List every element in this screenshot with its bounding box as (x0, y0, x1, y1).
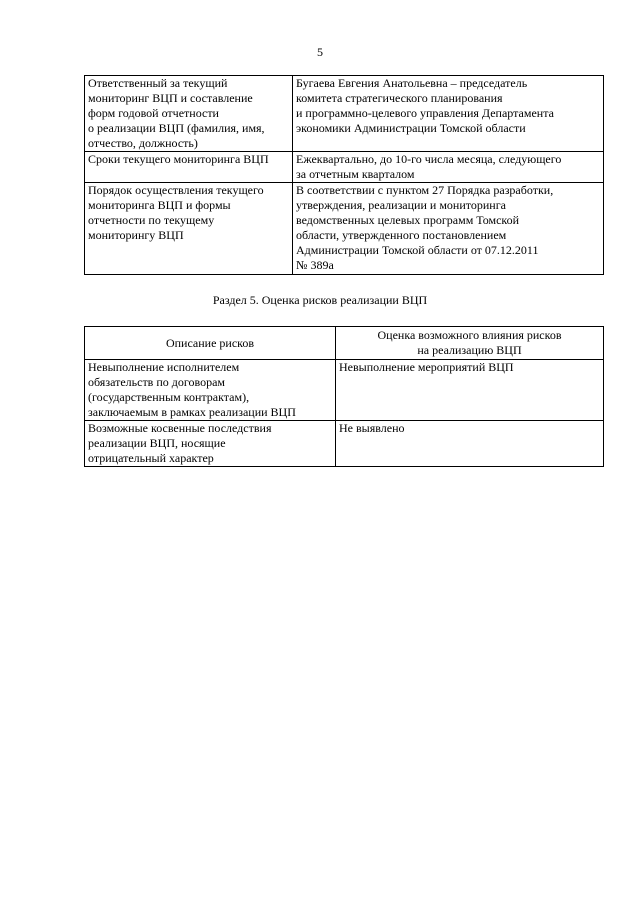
risk-impact-cell: Невыполнение мероприятий ВЦП (336, 360, 604, 421)
table-row (85, 360, 604, 421)
table-row (85, 183, 604, 275)
row-label-monitoring-terms: Сроки текущего мониторинга ВЦП (85, 152, 293, 183)
section-title: Раздел 5. Оценка рисков реализации ВЦП (212, 293, 428, 307)
monitoring-info-table (84, 75, 604, 275)
table-row (85, 421, 604, 467)
table-row (85, 152, 604, 183)
header-risk-impact: Оценка возможного влияния рисков на реализацию ВЦП (336, 327, 604, 360)
row-label-monitoring-procedure: Порядок осуществления текущего мониторинга ВЦП и формы отчетности по текущему мониторингу ВЦП (85, 183, 293, 275)
risk-description-cell: Невыполнение исполнителем обязательств по договорам (государственным контрактам), заключаемым в рамках реализации ВЦП (85, 360, 336, 421)
risk-description-cell: Возможные косвенные последствия реализации ВЦП, носящие отрицательный характер (85, 421, 336, 467)
row-value-monitoring-procedure: В соответствии с пунктом 27 Порядка разработки, утверждения, реализации и мониторинга ведомственных целевых программ Томской области, утвержденного постановлением Администрации Томской области от 07.12.2011 № 389а (293, 183, 604, 275)
header-risk-description: Описание рисков (85, 327, 336, 360)
risk-impact-cell: Не выявлено (336, 421, 604, 467)
page-number: 5 (317, 45, 323, 59)
row-label-responsible: Ответственный за текущий мониторинг ВЦП и составление форм годовой отчетности о реализации ВЦП (фамилия, имя, отчество, должность) (85, 76, 293, 152)
table-row (85, 76, 604, 152)
row-value-monitoring-terms: Ежеквартально, до 10-го числа месяца, следующего за отчетным кварталом (293, 152, 604, 183)
risk-assessment-table (84, 326, 604, 467)
table-header-row (85, 327, 604, 360)
row-value-responsible: Бугаева Евгения Анатольевна – председатель комитета стратегического планирования и программно-целевого управления Департамента экономики Администрации Томской области (293, 76, 604, 152)
